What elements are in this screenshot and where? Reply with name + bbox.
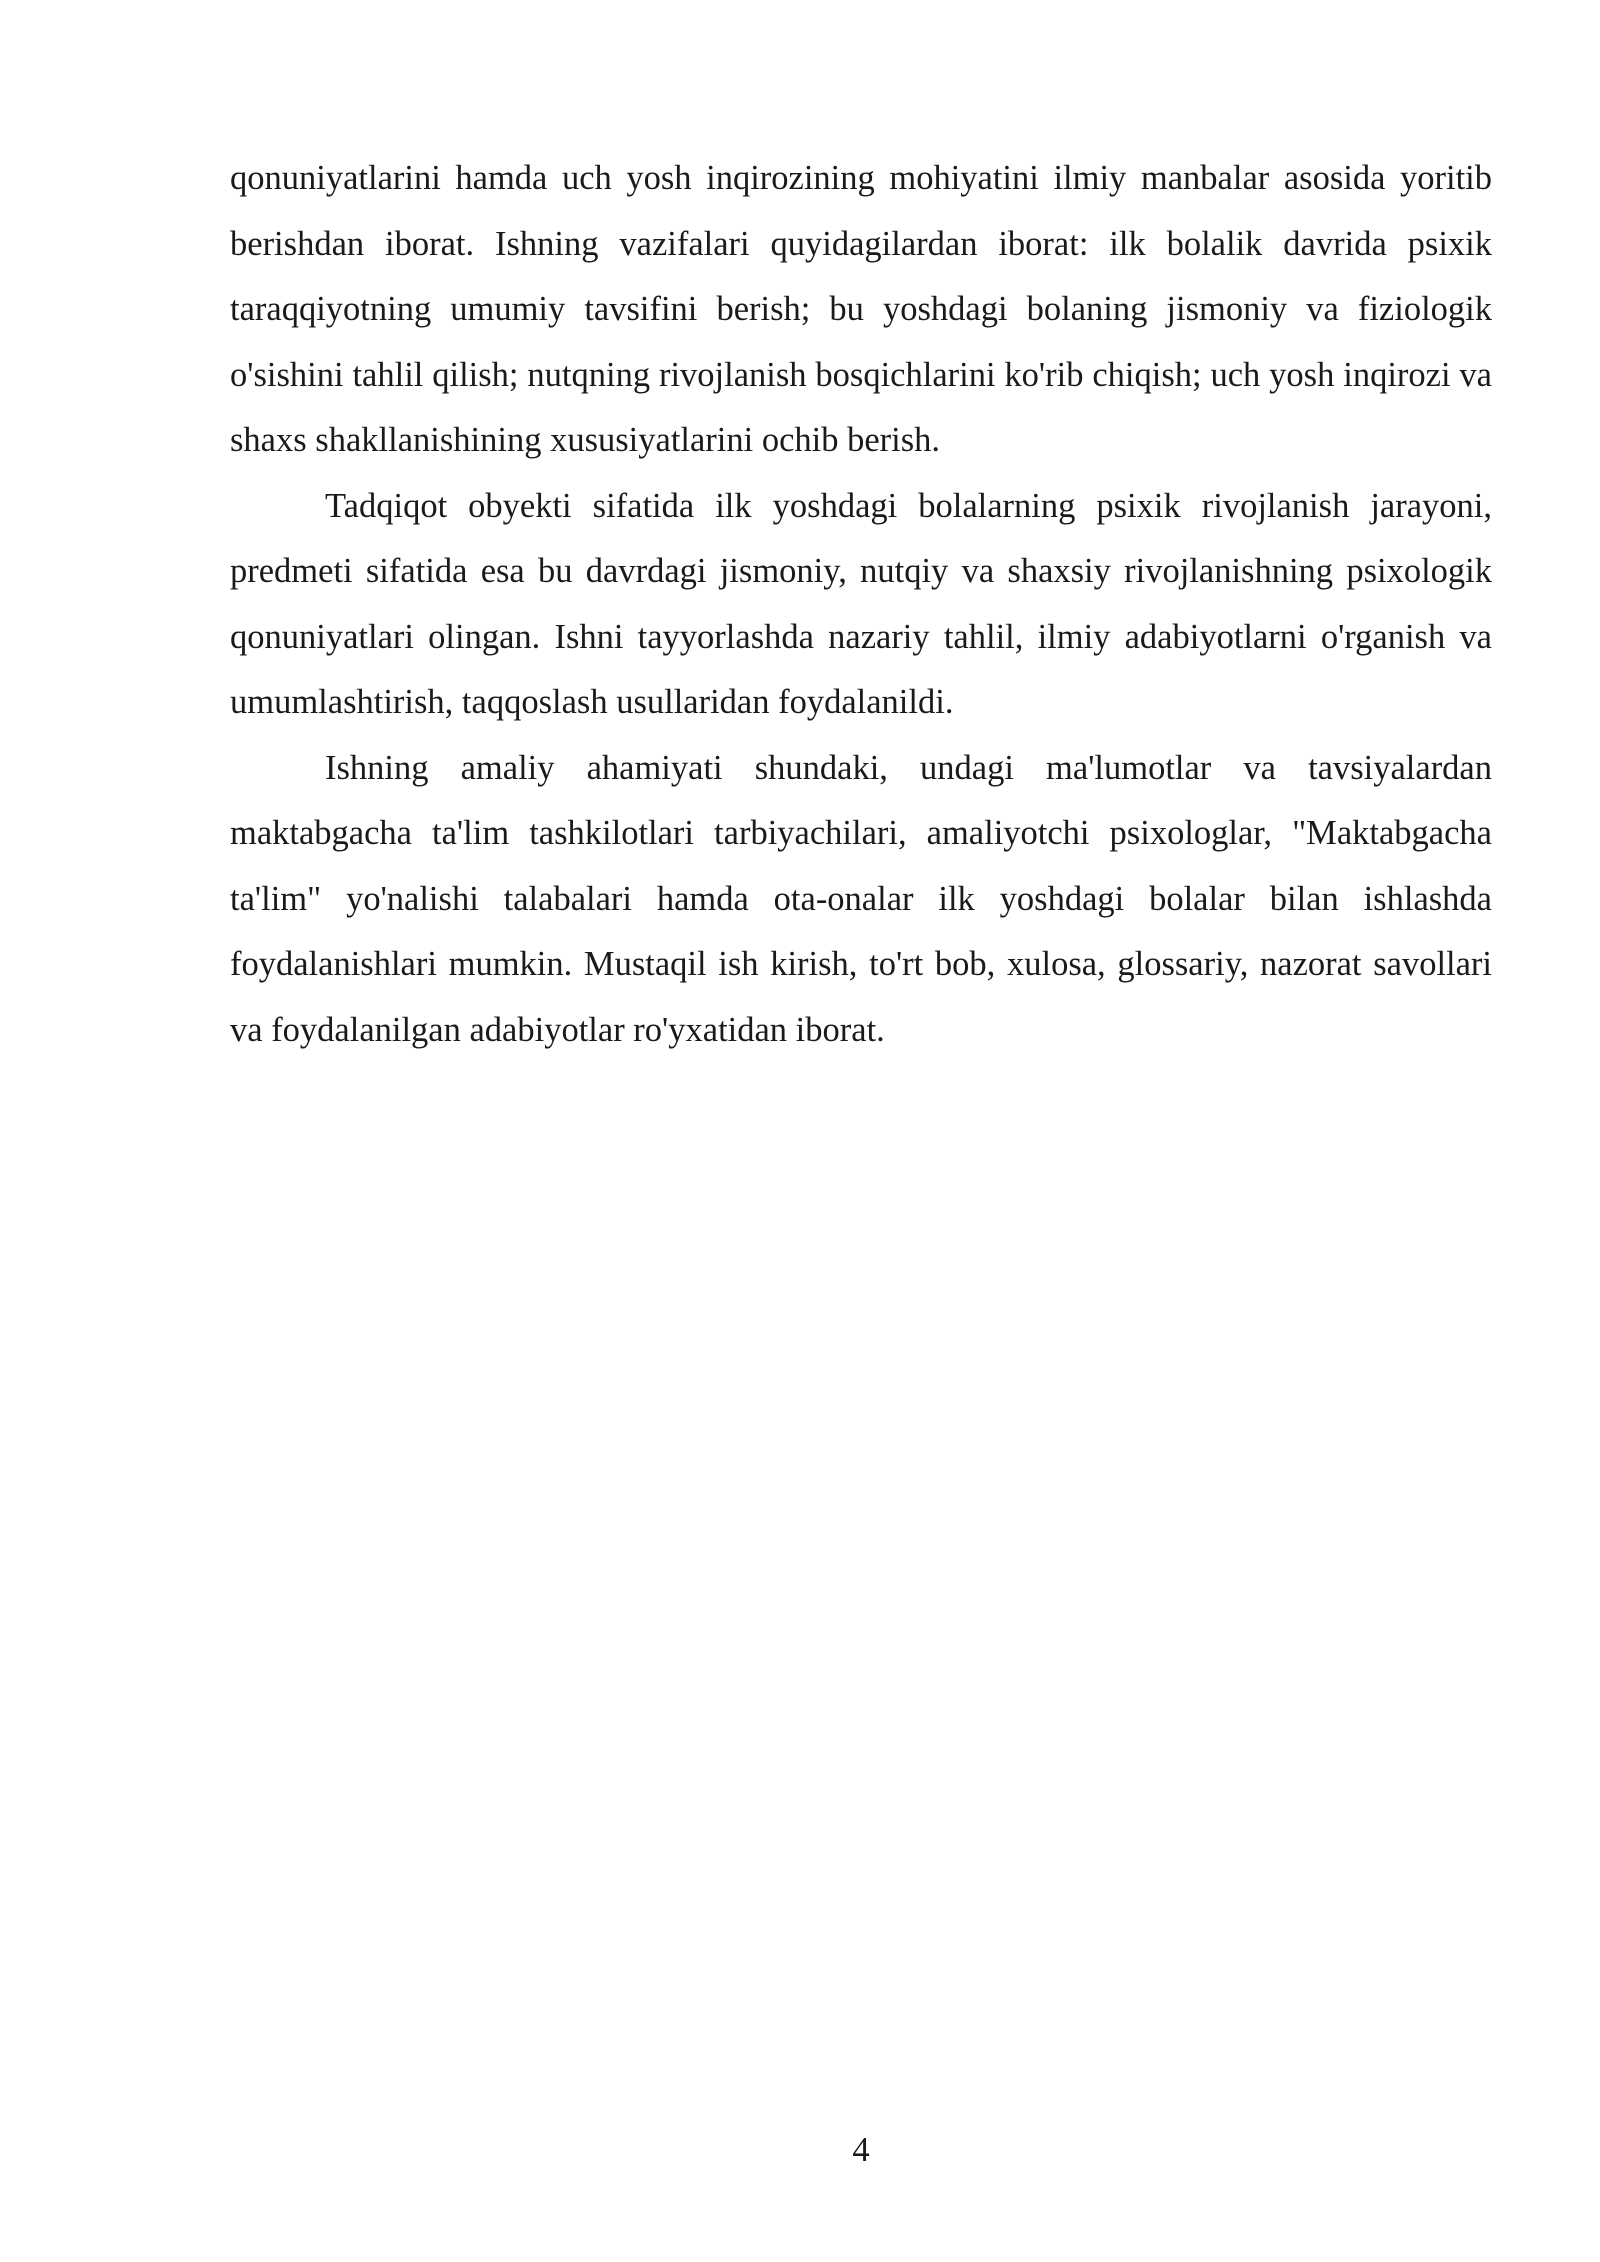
page-number: 4	[852, 2131, 870, 2169]
paragraph-3: Ishning amaliy ahamiyati shundaki, undagi ma'lumotlar va tavsiyalardan maktabgacha ta'lim tashkilotlari tarbiyachilari, amaliyotchi psixologlar, "Maktabgacha ta'lim" yo'nalishi talabalari hamda ota-onalar ilk yoshdagi bolalar bilan ishlashda foydalanishlari mumkin. Mustaqil ish kirish, to'rt bob, xulosa, glossariy, nazorat savollari va foydalanilgan adabiyotlar ro'yxatidan iborat.	[230, 748, 1492, 1049]
page-body	[230, 146, 1492, 1063]
paragraph-1: qonuniyatlarini hamda uch yosh inqirozining mohiyatini ilmiy manbalar asosida yoritib berishdan iborat. Ishning vazifalari quyidagilardan iborat: ilk bolalik davrida psixik taraqqiyotning umumiy tavsifini berish; bu yoshdagi bolaning jismoniy va fiziologik o'sishini tahlil qilish; nutqning rivojlanish bosqichlarini ko'rib chiqish; uch yosh inqirozi va shaxs shakllanishining xususiyatlarini ochib berish.	[230, 159, 1492, 459]
paragraph-2: Tadqiqot obyekti sifatida ilk yoshdagi bolalarning psixik rivojlanish jarayoni, predmeti sifatida esa bu davrdagi jismoniy, nutqiy va shaxsiy rivojlanishning psixologik qonuniyatlari olingan. Ishni tayyorlashda nazariy tahlil, ilmiy adabiyotlarni o'rganish va umumlashtirish, taqqoslash usullaridan foydalanildi.	[230, 486, 1492, 721]
